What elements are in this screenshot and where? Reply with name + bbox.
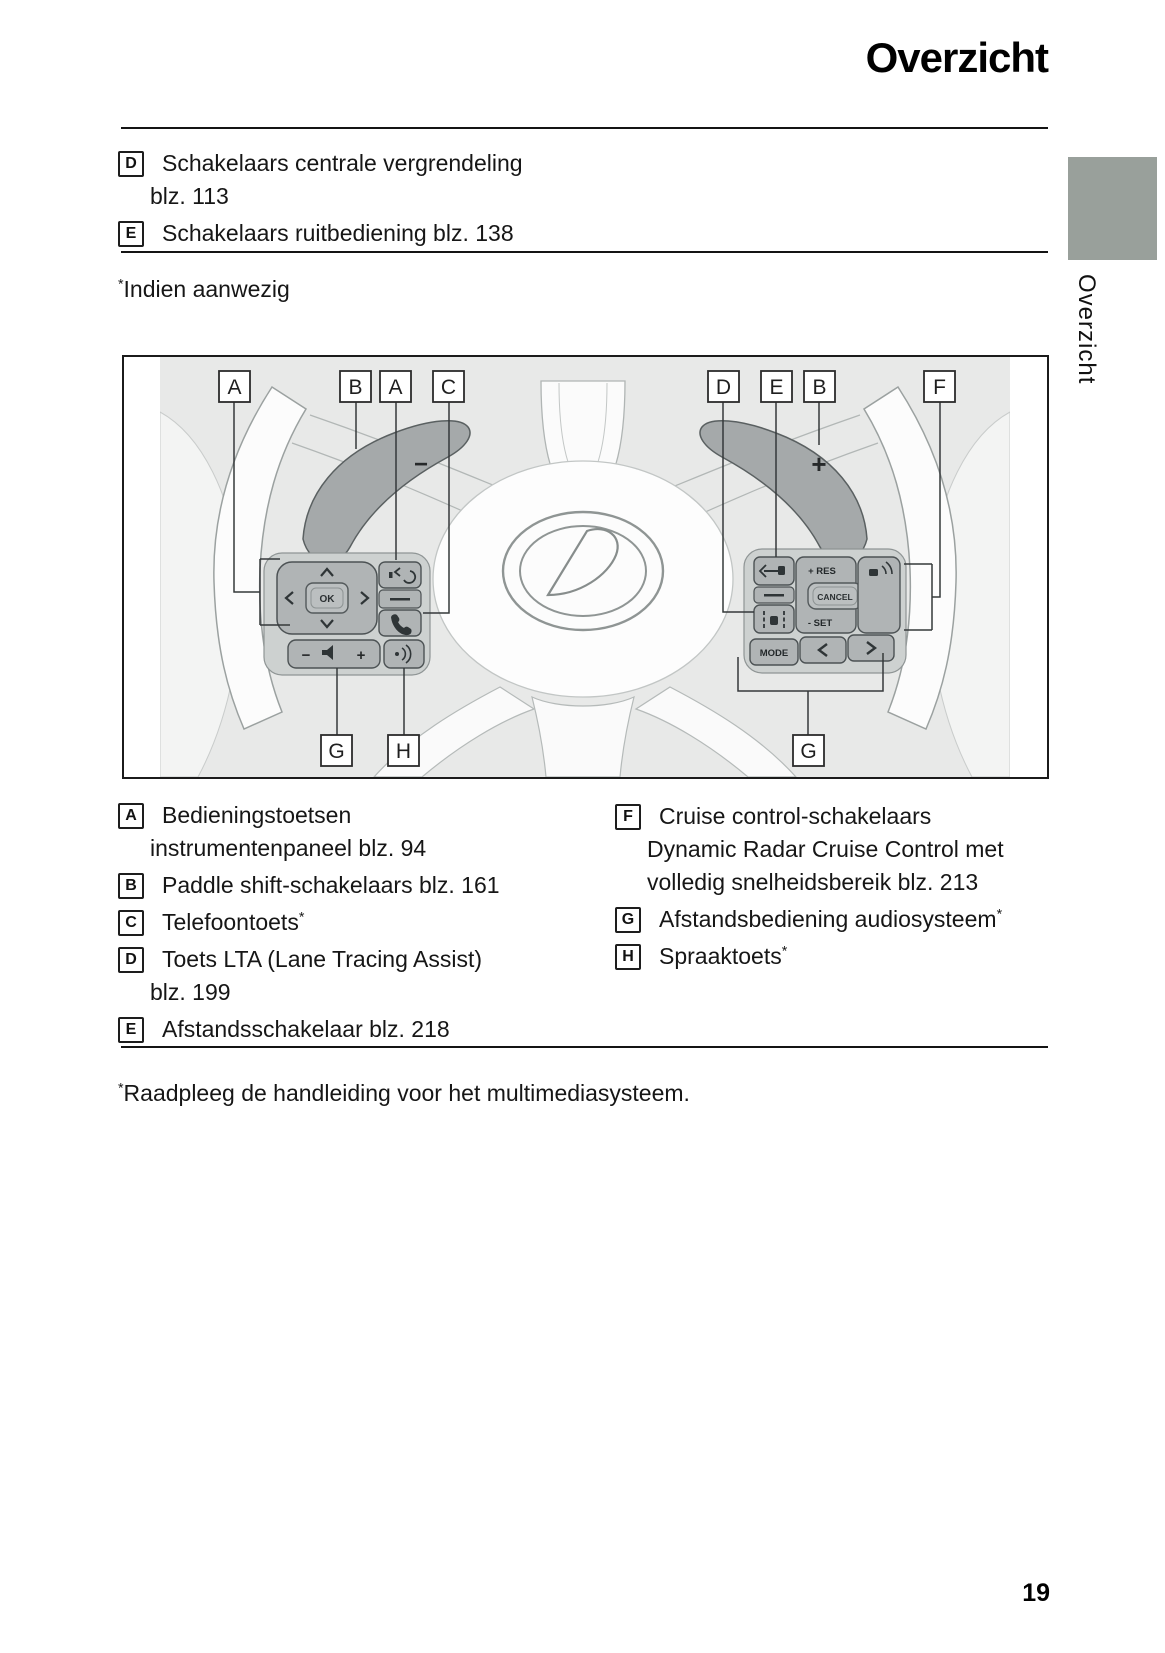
svg-text:G: G [800, 740, 817, 763]
legend-column-left [118, 799, 603, 1050]
paddle-minus-label: − [413, 451, 429, 478]
legend-text: Cruise control-schakelaars [659, 803, 932, 829]
footnote: *Raadpleeg de handleiding voor het multimediasysteem. [118, 1080, 690, 1106]
callout-g2 [793, 735, 824, 766]
legend-column-right [615, 800, 1065, 977]
legend-text: Spraaktoets [659, 943, 782, 969]
ok-label: OK [319, 594, 335, 605]
res-label: + RES [808, 566, 836, 577]
legend-text: Afstandsbediening audiosysteem [659, 906, 997, 932]
key-box-e2: E [118, 1017, 144, 1043]
legend-text: Schakelaars centrale vergrendeling [162, 150, 523, 176]
track-next-button [848, 635, 894, 661]
callout-a2 [380, 371, 411, 402]
callout-a1 [219, 371, 250, 402]
legend-text: Bedieningstoetsen [162, 802, 352, 828]
key-box-g: G [615, 907, 641, 933]
figure-background [160, 357, 1010, 777]
svg-text:G: G [328, 740, 345, 763]
svg-text:B: B [812, 376, 827, 399]
volume-plus-label: + [356, 647, 366, 664]
legend-row-c [118, 906, 603, 939]
key-box-d: D [118, 151, 144, 177]
legend-row-h [615, 940, 1065, 973]
legend-text: Paddle shift-schakelaars blz. 161 [162, 872, 500, 898]
steering-wheel-figure [122, 355, 1049, 779]
key-box-b: B [118, 873, 144, 899]
callout-e [761, 371, 792, 402]
lexus-logo [503, 512, 663, 630]
callout-b1 [340, 371, 371, 402]
svg-text:H: H [395, 740, 412, 763]
voice-button [384, 640, 424, 668]
legend-text: Toets LTA (Lane Tracing Assist) [162, 946, 483, 972]
legend-row-g [615, 903, 1065, 936]
availability-note: *Indien aanwezig [118, 276, 290, 302]
asterisk: * [118, 1080, 124, 1097]
legend-text: Schakelaars ruitbediening blz. 138 [162, 220, 514, 246]
right-button-cluster [744, 549, 906, 673]
radar-cruise-button [858, 557, 900, 633]
asterisk: * [298, 909, 305, 926]
key-box-h: H [615, 944, 641, 970]
asterisk: * [781, 943, 788, 960]
legend-row-e-top [118, 217, 838, 250]
legend-row-d [118, 943, 603, 1009]
chapter-tab-label: Overzicht [1073, 274, 1100, 385]
key-box-e: E [118, 221, 144, 247]
steering-wheel-illustration [160, 357, 1010, 777]
callout-h [388, 735, 419, 766]
legend-text-cont: blz. 113 [150, 183, 229, 209]
svg-text:A: A [388, 376, 403, 399]
legend-text-cont: volledig snelheidsbereik blz. 213 [647, 869, 979, 895]
legend-text-cont: instrumentenpaneel blz. 94 [150, 835, 427, 861]
callout-d [708, 371, 739, 402]
page-number: 19 [1022, 1579, 1050, 1607]
divider-top-2 [121, 251, 1048, 253]
chapter-tab [1068, 157, 1157, 260]
svg-text:B: B [348, 376, 363, 399]
track-prev-button [800, 637, 846, 663]
legend-row-e [118, 1013, 603, 1046]
legend-row-d-top [118, 147, 838, 213]
set-label: - SET [807, 618, 833, 629]
legend-row-a [118, 799, 603, 865]
legend-text-cont: blz. 199 [150, 979, 231, 1005]
callout-g1 [321, 735, 352, 766]
legend-text: Afstandsschakelaar blz. 218 [162, 1016, 450, 1042]
svg-text:C: C [440, 376, 457, 399]
key-box-a: A [118, 803, 144, 829]
left-button-cluster [264, 553, 430, 675]
cancel-label: CANCEL [817, 592, 853, 602]
top-legend [118, 147, 838, 254]
callout-b2 [804, 371, 835, 402]
asterisk: * [996, 906, 1003, 923]
page-title: Overzicht [865, 34, 1048, 81]
divider-bottom [121, 1046, 1048, 1048]
svg-text:E: E [769, 376, 784, 399]
legend-text: Telefoontoets [162, 909, 299, 935]
svg-text:A: A [227, 376, 242, 399]
callout-c [433, 371, 464, 402]
callout-f [924, 371, 955, 402]
key-box-f: F [615, 804, 641, 830]
paddle-plus-label: + [811, 449, 827, 479]
svg-text:F: F [933, 376, 946, 399]
mode-label: MODE [759, 648, 789, 659]
legend-row-b [118, 869, 603, 902]
divider-top [121, 127, 1048, 129]
legend-row-f [615, 800, 1065, 899]
key-box-c: C [118, 910, 144, 936]
svg-text:D: D [715, 376, 732, 399]
legend-text-cont: Dynamic Radar Cruise Control met [647, 836, 1004, 862]
key-box-d2: D [118, 947, 144, 973]
volume-minus-label: − [301, 647, 311, 664]
asterisk: * [118, 276, 124, 293]
lower-spokes [374, 687, 796, 777]
